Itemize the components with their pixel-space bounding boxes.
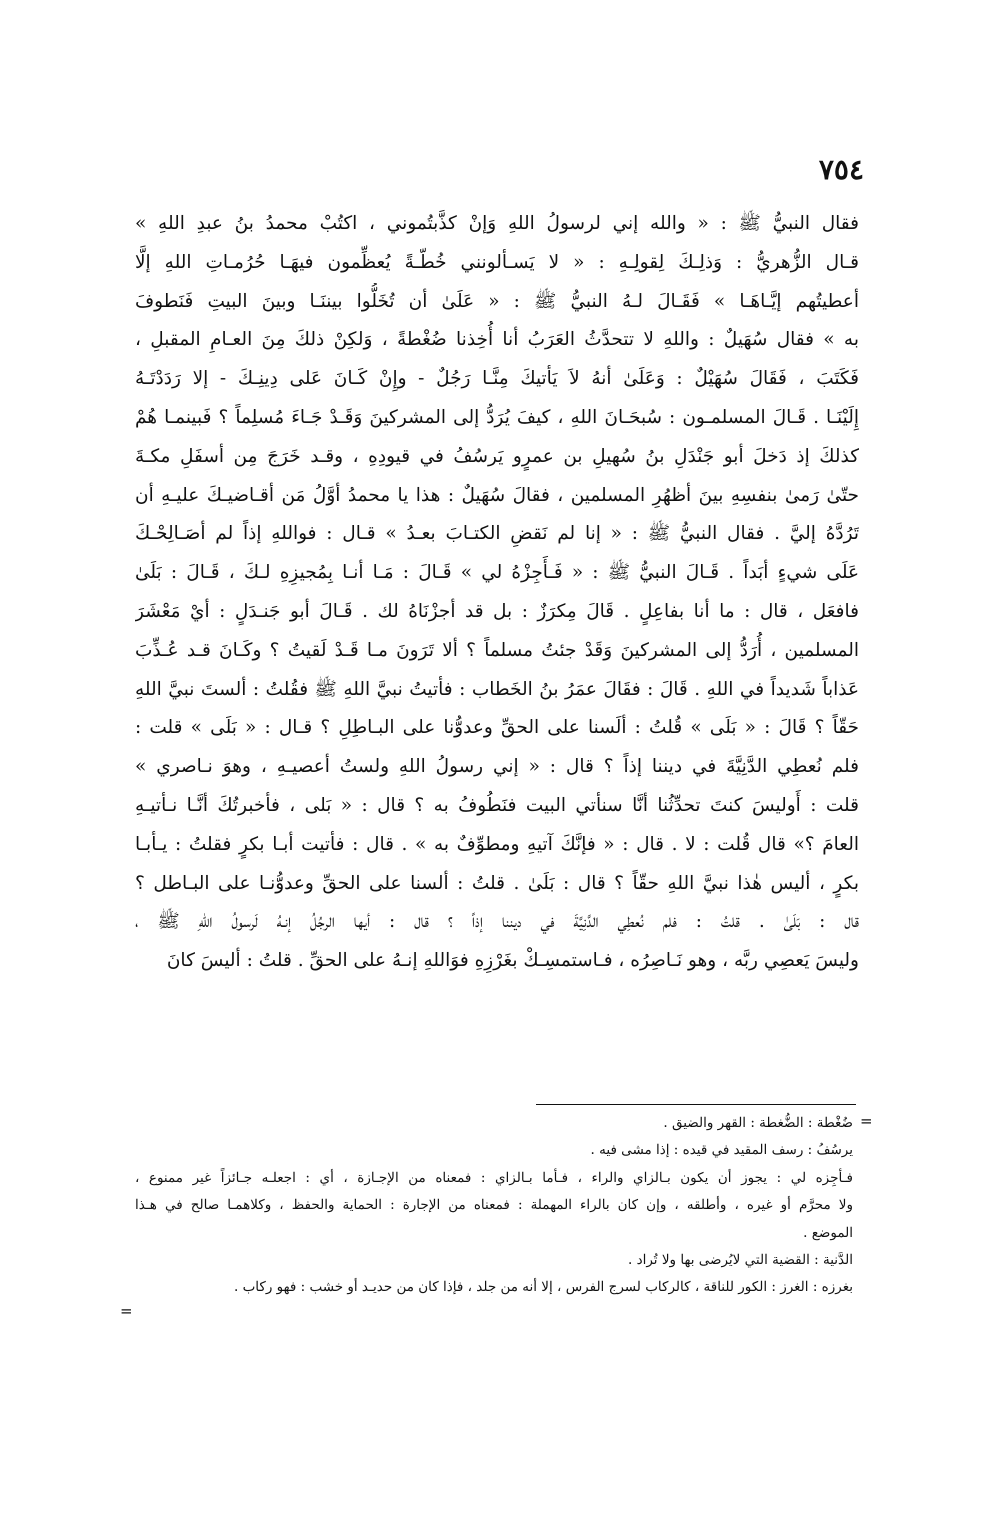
text-line: قـال الزُّهريُّ : وَذلِـكَ لِقولِـهِ : « لا يَسـألونني خُطّـةً يُعظِّمون فيهَـا حُرُمـاتِ اللهِ إلَّا — [135, 251, 859, 273]
footnote-line: الدَّنية : القضية التي لايُرضى بها ولا تُراد . — [628, 1251, 853, 1268]
text-line: كذلكَ إذ دَخلَ أبو جَنْدَلِ بنُ سُهيلِ بن عمرٍو يَرسُفُ في قيودِهِ ، وقـد خَرَجَ مِن أسفَلِ مكـةَ — [135, 445, 859, 467]
text-line: قلت : أَوليسَ كنتَ تحدِّثُنا أنَّا سنأتي البيت فنَطُوفُ به ؟ قال : « بَلى ، فأخبرتُكَ أنَّـا نـأتيـهِ — [135, 794, 859, 816]
footnote-continuation-mark: = — [860, 1112, 873, 1130]
footnote-line: الموضع . — [803, 1224, 853, 1241]
page-number: ٧٥٤ — [818, 153, 864, 186]
text-line: عَذاباً شَديداً في اللهِ . قَالَ : فقَالَ عمَرُ بنُ الخَطاب : فأتيتُ نبيَّ اللهِ ﷺ فقُلتُ : ألستَ نبيَّ اللهِ — [135, 678, 859, 700]
text-line: عَلَى شيءٍ أبَداً . قَـالَ النبيُّ ﷺ : « فَـأَجِزْهُ لي » قَـالَ : مَـا أنـا بِمُجيزِهِ لـكَ ، قَـالَ : بَلَىٰ — [135, 562, 859, 584]
text-line: أعطيتُهم إيَّـاهَـا » فَقَـالَ لـهُ النبيُّ ﷺ : « عَلَىٰ أن تُخَلُّوا بيننَـا وبينَ البيتِ فَنَطوفَ — [135, 290, 859, 312]
text-line: بكرٍ ، أليس هٰذا نبيَّ اللهِ حقّاً ؟ قال : بَلَىٰ . قلتُ : ألسنا على الحقِّ وعدوُّنـا على البـاطل ؟ — [135, 872, 859, 894]
footnote-line: يرسُفُ : رسف المقيد في قيده : إذا مشى فيه . — [590, 1142, 853, 1159]
text-line: فافعَل ، قال : ما أنا بفاعِلٍ . قَالَ مِكرَزٌ : بل قد أجزْنَاهُ لك . قَـالَ أبو جَنـدَلٍ : أيْ مَعْشَرَ — [135, 600, 859, 622]
text-line: فقال النبيُّ ﷺ : « والله إني لرسولُ اللهِ وَإنْ كذَّبتُموني ، اكتُبْ محمدُ بنُ عبدِ اللهِ » — [135, 213, 859, 234]
text-line: فلم نُعطِي الدَّنِيَّةَ في ديننا إذاً ؟ قال : « إني رسولُ اللهِ ولستُ أعصيـهِ ، وهوَ نـاصري » — [135, 756, 859, 778]
footnote-line: ولا محرَّم أو غيره ، وأطلقه ، وإن كان بالراء المهملة : فمعناه من الإجارة : الحماية والحفظ ، وكلاهمـا صالح في هـذا — [135, 1197, 853, 1214]
main-text-block — [135, 205, 859, 981]
text-line: المسلمين ، أُرَدُّ إلى المشركينَ وَقَدْ جئتُ مسلماً ؟ ألا تَرَونَ مـا قَـدْ لَقيتُ ؟ وكَـانَ قـد عُـذِّبَ — [135, 639, 859, 661]
text-line: به » فقال سُهَيلٌ : واللهِ لا تتحدَّثُ العَرَبُ أنا أُخِذنا ضُغْطةً ، وَلكِنْ ذلكَ مِنَ العـامِ المقبلِ ، — [135, 329, 859, 351]
footnotes-block — [135, 1110, 853, 1302]
footnote-separator — [536, 1104, 856, 1105]
footnote-continuation-mark: = — [120, 1302, 133, 1320]
text-line: قال : بَلَىٰ . قلتُ : فلم نُعطِي الدَّنِيَّةَ في ديننا إذاً ؟ قال : أيها الرجُلُ إنـهُ لَرسولُ اللهِ ﷺ ، — [135, 911, 859, 933]
text-line: فَكَتَبَ ، فَقَالَ سُهَيْلٌ : وَعَلَىٰ أنهُ لاَ يَأتيكَ مِنَّـا رَجُلٌ - وإِنْ كَـانَ عَلى دِينِـكَ - إلا رَدَدْتَـهُ — [135, 368, 859, 390]
text-line: العامَ ؟» قال قُلت : لا . قال : « فإنَّكَ آتيهِ ومطوِّفٌ به » . قال : فأتيت أبـا بكرٍ فقلتُ : يـأبـا — [135, 833, 859, 855]
text-line: وليسَ يَعصِي ربَّه ، وهو نَـاصِرُه ، فـاستمسِـكْ بغَرْزِهِ فوَاللهِ إنـهُ على الحقِّ . قلتُ : أليسَ كانَ — [166, 950, 859, 972]
text-line: حتّىٰ رَمىٰ بنفسِهِ بينَ أظهُرِ المسلمين ، فقالَ سُهَيلٌ : هذا يا محمدُ أوَّلُ مَن أقـاضيـكَ عليـهِ أن — [135, 484, 859, 506]
footnote-line: بغرزه : الغرز : الكور للناقة ، كالركاب لسرج الفرس ، إلا أنه من جلد ، فإذا كان من حديـد أو خشب : فهو ركاب . — [234, 1279, 853, 1296]
text-line: تَرُدَّهُ إليَّ . فقال النبيُّ ﷺ : « إنا لم نَقضِ الكتـابَ بعـدُ » قـال : فواللهِ إذاً لم أصَـالِحْـكَ — [135, 523, 859, 545]
footnote-line: ضُغْطة : الضُّغطة : القهر والضيق . — [663, 1115, 853, 1131]
text-line: إِلَيْنَـا . قَـالَ المسلمـون : سُبحَـانَ اللهِ ، كيفَ يُرَدُّ إلى المشركينَ وَقَـدْ جَـاءَ مُسلِماً ؟ فَبينمـا هُمْ — [135, 406, 859, 428]
footnote-line: فـأجِزه لي : يجوز أن يكون بـالزاي والراء ، فـأما بـالزاي : فمعناه من الإجـازة ، أي : اجعلـه جـائزاً غير ممنوع ، — [135, 1169, 853, 1186]
text-line: حَقّاً ؟ قَالَ : « بَلَى » قُلتُ : ألَسنا على الحقِّ وعدوُّنا على البـاطِلِ ؟ قـال : « بَلَى » قلت : — [135, 717, 859, 739]
